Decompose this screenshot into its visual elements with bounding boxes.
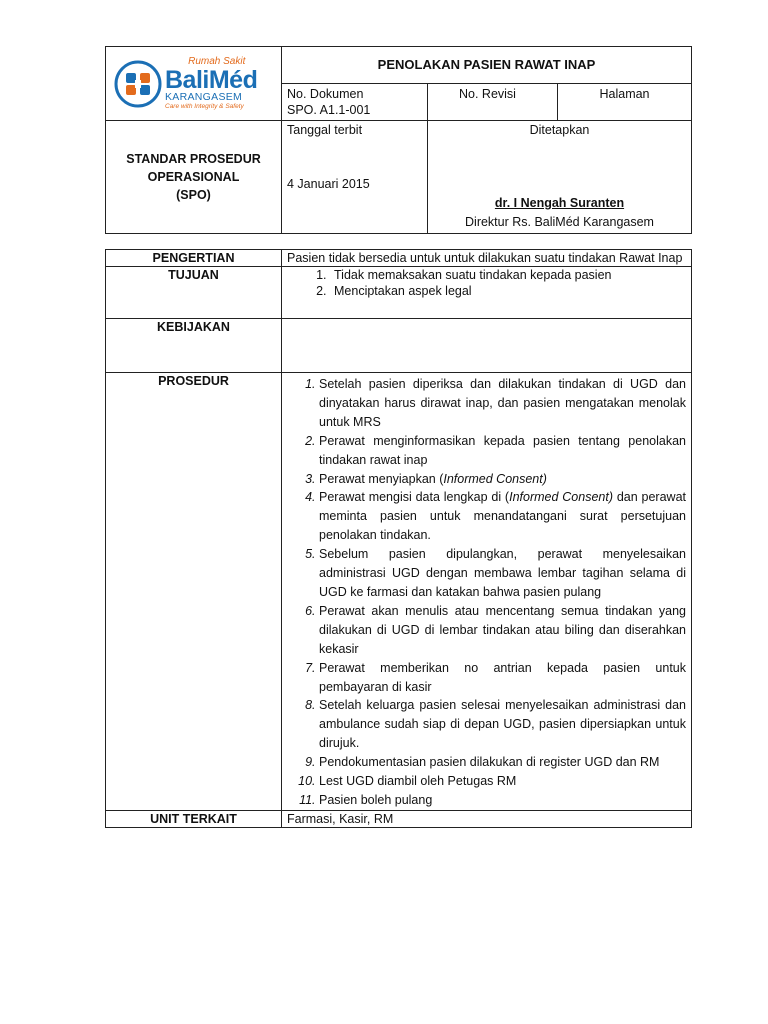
unit-terkait-text: Farmasi, Kasir, RM: [282, 810, 692, 827]
doc-number-value: SPO. A1.1-001: [287, 103, 371, 117]
prosedur-cell: [282, 373, 692, 811]
page-cell: [558, 84, 692, 121]
tujuan-label: TUJUAN: [106, 267, 282, 319]
tujuan-cell: [282, 267, 692, 319]
approval-cell: [428, 121, 692, 234]
prosedur-item: 7. Perawat memberikan no antrian kepada pasien untuk pembayaran di kasir: [319, 659, 686, 697]
prosedur-item: 10. Lest UGD diambil oleh Petugas RM: [319, 772, 686, 791]
prosedur-item: 2. Perawat menginformasikan kepada pasien tentang penolakan tindakan rawat inap: [319, 432, 686, 470]
logo-location: KARANGASEM: [165, 90, 243, 103]
logo-brand-name: BaliMéd: [165, 65, 258, 94]
prosedur-label: PROSEDUR: [106, 373, 282, 811]
pengertian-label: PENGERTIAN: [106, 250, 282, 267]
issue-date-label: Tanggal terbit: [287, 123, 363, 137]
doc-number-label: No. Dokumen: [287, 87, 364, 101]
issue-date-value: 4 Januari 2015: [287, 177, 370, 191]
tujuan-item: 2. Menciptakan aspek legal: [330, 283, 686, 299]
unit-terkait-label: UNIT TERKAIT: [106, 810, 282, 827]
tujuan-item: 1. Tidak memaksakan suatu tindakan kepada pasien: [330, 267, 686, 283]
prosedur-item: 11. Pasien boleh pulang: [319, 791, 686, 810]
hospital-logo: [106, 47, 282, 121]
spo-type-cell: [106, 121, 282, 234]
prosedur-item: 8. Setelah keluarga pasien selesai menyelesaikan administrasi dan ambulance sudah siap di depan UGD, pasien dipersiapkan untuk dirujuk.: [319, 696, 686, 753]
signer-name: dr. I Nengah Suranten: [494, 196, 625, 210]
spo-line-2: OPERASIONAL: [147, 170, 240, 184]
spo-line-3: (SPO): [176, 188, 211, 202]
logo-rumah-sakit: Rumah Sakit: [188, 55, 246, 67]
document-title: PENOLAKAN PASIEN RAWAT INAP: [282, 47, 692, 84]
prosedur-item: 9. Pendokumentasian pasien dilakukan di register UGD dan RM: [319, 753, 686, 772]
prosedur-list: [287, 375, 686, 810]
pengertian-text: Pasien tidak bersedia untuk untuk dilakukan suatu tindakan Rawat Inap: [282, 250, 692, 267]
prosedur-item: 5. Sebelum pasien dipulangkan, perawat menyelesaikan administrasi UGD dengan membawa lembar tagihan selama di UGD ke farmasi dan katakan bahwa pasien pulang: [319, 545, 686, 602]
prosedur-item: 6. Perawat akan menulis atau mencentang semua tindakan yang dilakukan di UGD di lembar tindakan atau biling dan diserahkan kekasir: [319, 602, 686, 659]
spo-header-table: [105, 46, 692, 234]
revision-cell: [428, 84, 558, 121]
balimed-logo-icon: [114, 60, 162, 108]
issue-date-cell: [282, 121, 428, 234]
prosedur-item: 4. Perawat mengisi data lengkap di (Informed Consent) dan perawat meminta pasien untuk menandatangani surat persetujuan penolakan tindakan.: [319, 488, 686, 545]
doc-number-cell: [282, 84, 428, 121]
spo-line-1: STANDAR PROSEDUR: [126, 152, 261, 166]
approved-label: Ditetapkan: [529, 123, 590, 137]
page-label: Halaman: [599, 87, 650, 101]
kebijakan-label: KEBIJAKAN: [106, 319, 282, 373]
kebijakan-text: [282, 319, 692, 373]
prosedur-item: 3. Perawat menyiapkan (Informed Consent): [319, 470, 686, 489]
spo-content-table: [105, 249, 692, 828]
revision-label: No. Revisi: [459, 87, 516, 101]
logo-tagline: Care with Integrity & Safety: [165, 103, 244, 110]
signer-title: Direktur Rs. BaliMéd Karangasem: [465, 215, 654, 229]
prosedur-item: 1. Setelah pasien diperiksa dan dilakukan tindakan di UGD dan dinyatakan harus dirawat inap, dan pasien mengatakan menolak untuk MRS: [319, 375, 686, 432]
